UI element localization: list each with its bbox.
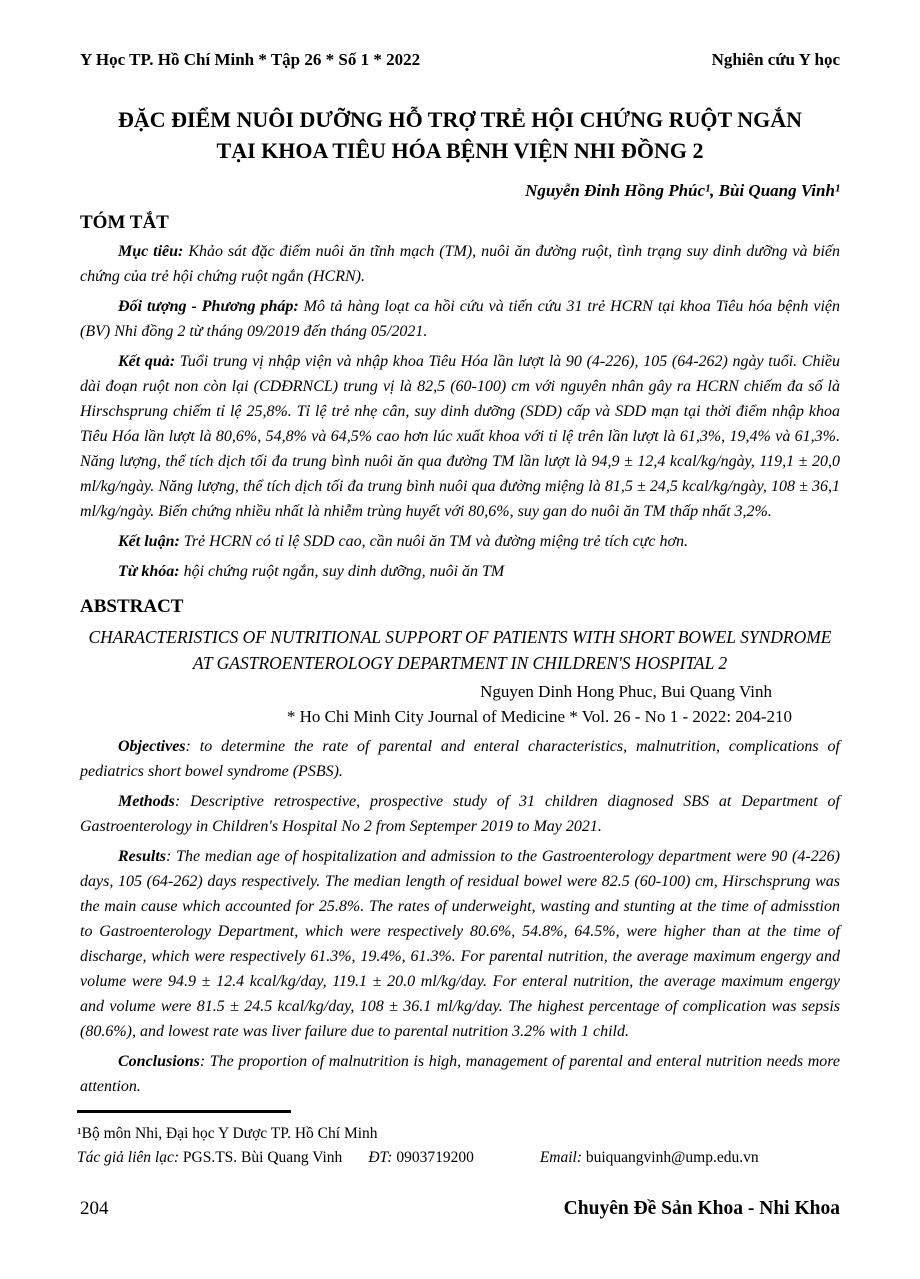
authors-en: Nguyen Dinh Hong Phuc, Bui Quang Vinh (480, 682, 772, 702)
contact-footnote (77, 1146, 840, 1170)
authors-vi: Nguyễn Đinh Hồng Phúc¹, Bùi Quang Vinh¹ (525, 181, 840, 201)
page-footer (80, 1198, 840, 1220)
page-number: 204 (80, 1198, 109, 1219)
email-address: buiquangvinh@ump.edu.vn (585, 1149, 759, 1167)
paragraph-text: Trẻ HCRN có tỉ lệ SDD cao, cần nuôi ăn TM và đường miệng trẻ tích cực hơn. (183, 532, 689, 550)
article-title-en (80, 624, 840, 677)
paragraph-text: Tuổi trung vị nhập viện và nhập khoa Tiêu Hóa lần lượt là 90 (4-226), 105 (64-262) ngày tuổi. Chiều dài đoạn ruột non còn lại (CDĐRNCL) trung vị là 82,5 (60-100) cm với nguyên nhân gây ra HCRN chiếm đa số là Hirschsprung chiếm tỉ lệ 25,8%. Tỉ lệ trẻ nhẹ cân, suy dinh dưỡng (SDD) cấp và SDD mạn tại thời điểm nhập khoa Tiêu Hóa lần lượt là 80,6%, 54,8% và 64,5% cao hơn lúc xuất khoa với tỉ lệ trên lần lượt là 61,3%, 19,4% và 61,3%. Năng lượng, thể tích dịch tối đa trung bình nuôi ăn qua đường TM lần lượt là 94,9 ± 12,4 kcal/kg/ngày, 119,1 ± 20,0 ml/kg/ngày. Năng lượng, thể tích dịch tối đa trung bình nuôi qua đường miệng là 81,5 ± 24,5 kcal/kg/ngày, 108 ± 36,1 ml/kg/ngày. Biến chứng nhiều nhất là nhiễm trùng huyết với 80,6%, suy gan do nuôi ăn TM thấp nhất 3,2%. (80, 353, 841, 520)
affiliation-footnote: ¹Bộ môn Nhi, Đại học Y Dược TP. Hồ Chí Minh (77, 1125, 378, 1142)
section-label: Objectives (118, 738, 186, 756)
section-label: Đối tượng - Phương pháp: (118, 298, 299, 316)
section-label: Conclusions (118, 1052, 200, 1070)
journal-name: Y Học TP. Hồ Chí Minh * Tập 26 * Số 1 * 2022 (80, 50, 421, 69)
paragraph-text: : The proportion of malnutrition is high, management of parental and enteral nutrition needs more attention. (80, 1052, 840, 1095)
phone-label: ĐT: (368, 1149, 393, 1167)
section-label: Kết quả: (118, 353, 176, 371)
section-label: Results (118, 848, 167, 866)
section-heading-tom-tat: TÓM TẮT (80, 212, 169, 234)
abstract-vi-objectives (80, 240, 840, 290)
abstract-vi-methods (80, 295, 840, 345)
journal-header (80, 50, 840, 70)
section-label: Kết luận: (118, 532, 180, 550)
footer-section-name: Chuyên Đề Sản Khoa - Nhi Khoa (563, 1198, 840, 1219)
paragraph-text: : The median age of hospitalization and admission to the Gastroenterology department were 90 (4-226) days, 105 (64-262) days respectively. The median length of residual bowel were 82.5 (60-100) cm, Hirschsprung was the main cause which accounted for 25.8%. The rates of underweight, wasting and stunting at the time of admisstion to Gastroenterology Department, which were respectively 80.6%, 54.8%, 64.5%, were higher than at the time of discharge, which were respectively 61.3%, 19.4%, 61.3%. For parental nutrition, the average maximum engergy and volume were 94.9 ± 12.4 kcal/kg/day, 119.1 ± 20.0 ml/kg/day. For enteral nutrition, the average maximum engergy and volume were 81.5 ± 24.5 kcal/kg/day, 108 ± 36.1 ml/kg/day. The highest percentage of complication was sepsis (80.6%), and lowest rate was liver failure due to parental nutrition 3.2% with 1 child. (80, 848, 840, 1040)
contact-name: PGS.TS. Bùi Quang Vinh (182, 1149, 343, 1167)
footnote-separator (77, 1110, 291, 1113)
article-title-line-1: ĐẶC ĐIỂM NUÔI DƯỠNG HỖ TRỢ TRẺ HỘI CHỨNG RUỘT NGẮN (117, 107, 803, 132)
paragraph-text: Khảo sát đặc điểm nuôi ăn tĩnh mạch (TM), nuôi ăn đường ruột, tình trạng suy dinh dưỡng và biến chứng của trẻ hội chứng ruột ngắn (HCRN). (80, 243, 840, 286)
abstract-en-conclusions (80, 1050, 840, 1100)
section-label: Methods (118, 793, 175, 811)
abstract-en-results (80, 845, 840, 1045)
article-title-line-2: TẠI KHOA TIÊU HÓA BỆNH VIỆN NHI ĐỒNG 2 (216, 138, 704, 164)
keywords-vi (80, 560, 840, 585)
footnote-block (77, 1110, 840, 1170)
phone-number: 0903719200 (396, 1149, 474, 1167)
section-label: Từ khóa: (118, 562, 180, 580)
article-type-label: Nghiên cứu Y học (711, 50, 840, 69)
paragraph-text: hội chứng ruột ngắn, suy dinh dưỡng, nuôi ăn TM (183, 562, 505, 580)
section-heading-abstract: ABSTRACT (80, 595, 184, 617)
paragraph-text: : Descriptive retrospective, prospective study of 31 children diagnosed SBS at Department of Gastroenterology in Children's Hospital No 2 from Septemper 2019 to May 2021. (80, 793, 840, 836)
section-label: Mục tiêu: (118, 243, 184, 261)
abstract-vi-conclusions (80, 530, 840, 555)
email-label: Email: (539, 1149, 582, 1167)
journal-reference: * Ho Chi Minh City Journal of Medicine * Vol. 26 - No 1 - 2022: 204-210 (286, 707, 792, 727)
contact-label: Tác giả liên lạc: (77, 1149, 180, 1167)
article-title-en-line-2: AT GASTROENTEROLOGY DEPARTMENT IN CHILDREN'S HOSPITAL 2 (192, 653, 728, 674)
article-title-vi (80, 104, 840, 166)
paragraph-text: Mô tả hàng loạt ca hồi cứu và tiến cứu 31 trẻ HCRN tại khoa Tiêu hóa bệnh viện (BV) Nhi đồng 2 từ tháng 09/2019 đến tháng 05/2021. (80, 298, 841, 341)
paragraph-text: : to determine the rate of parental and enteral characteristics, malnutrition, complications of pediatrics short bowel syndrome (PSBS). (80, 738, 840, 781)
article-title-en-line-1: CHARACTERISTICS OF NUTRITIONAL SUPPORT OF PATIENTS WITH SHORT BOWEL SYNDROME (88, 626, 832, 647)
abstract-en-methods (80, 790, 840, 840)
abstract-vi-results (80, 350, 840, 525)
abstract-en-objectives (80, 735, 840, 785)
